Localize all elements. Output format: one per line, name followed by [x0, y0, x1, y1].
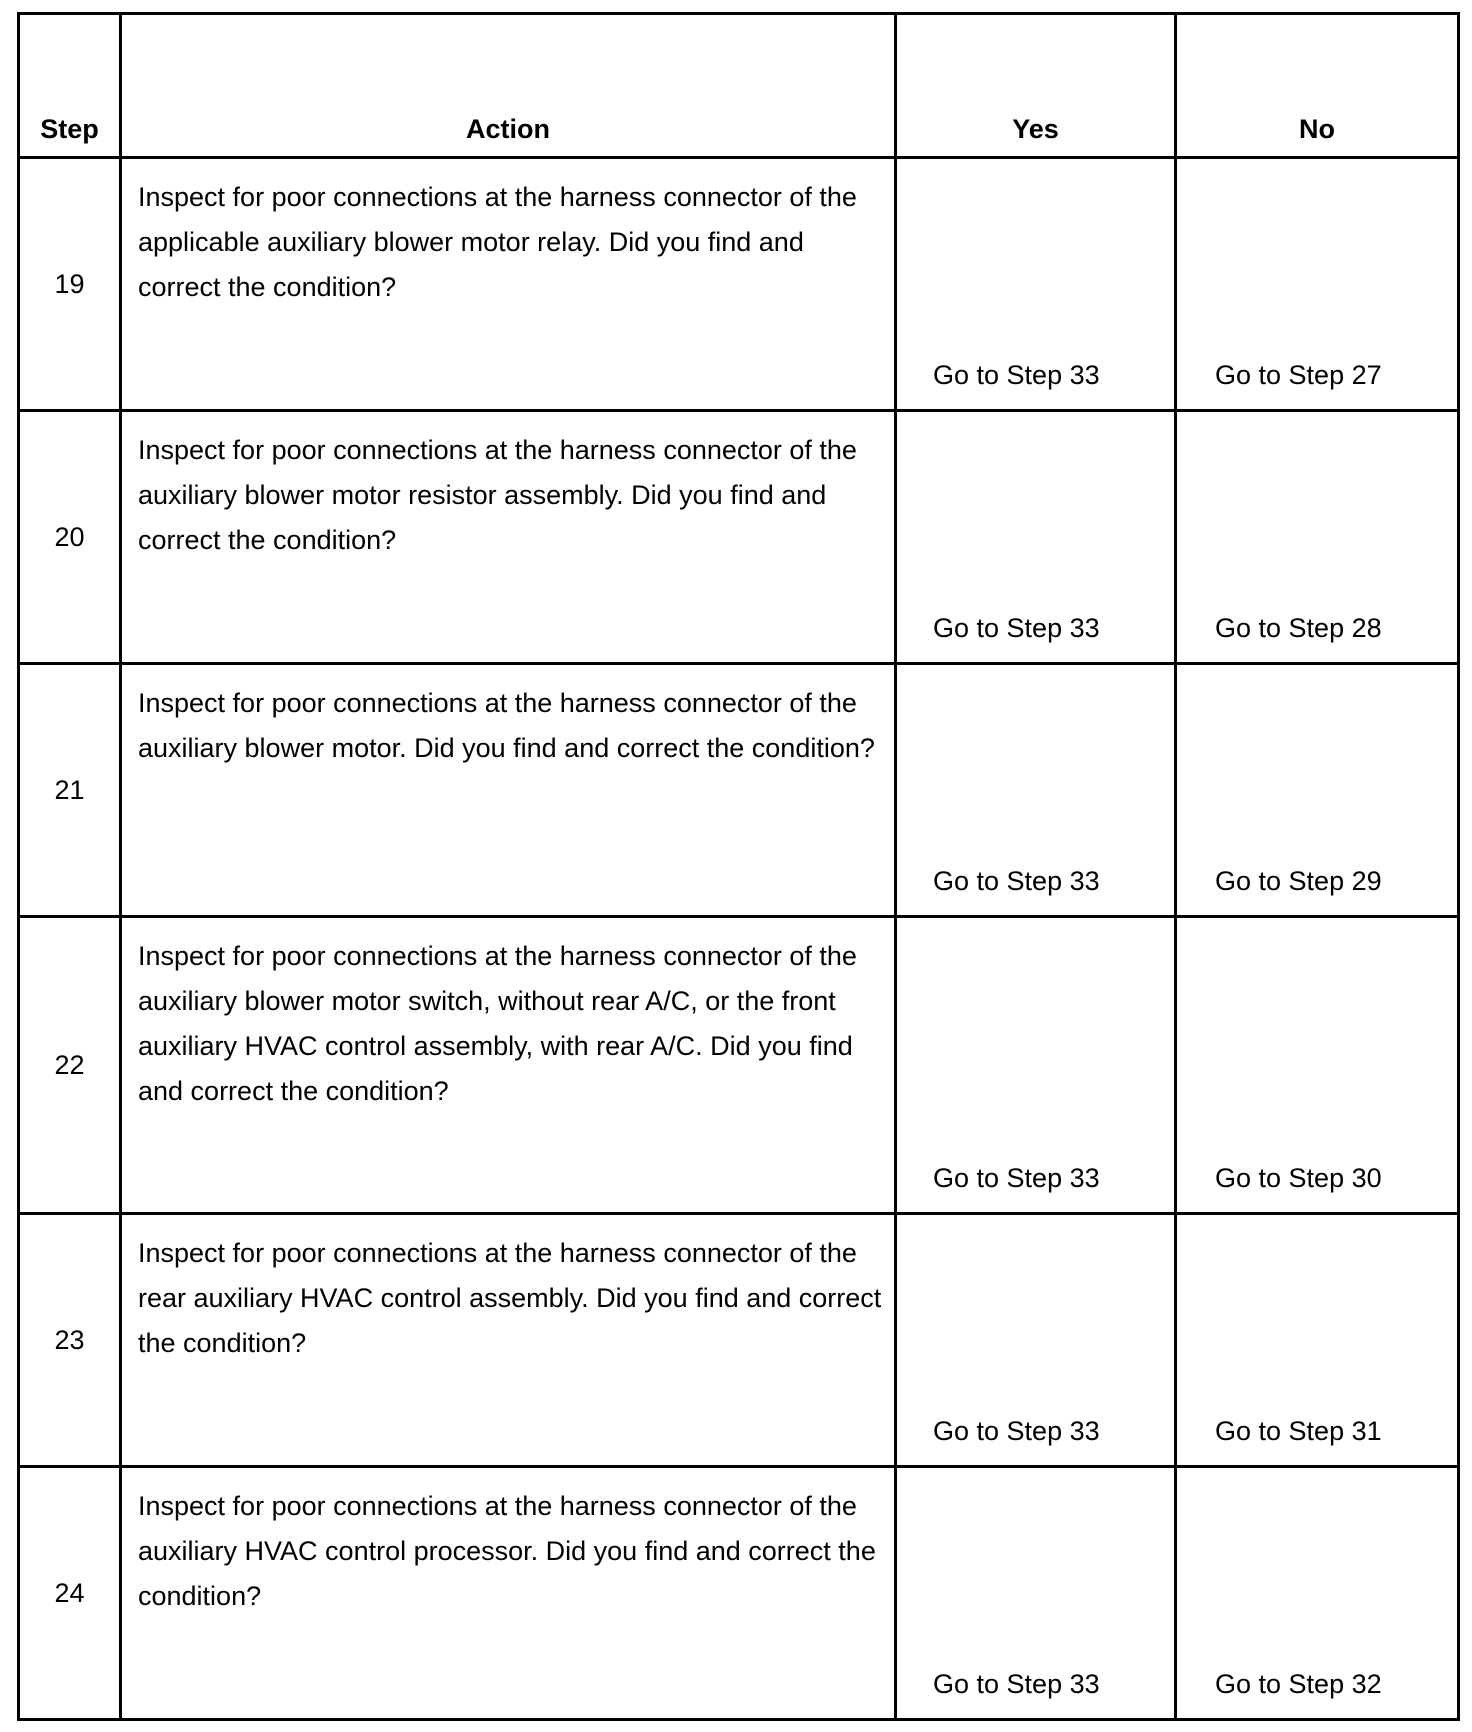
no-result: Go to Step 29 — [1176, 664, 1459, 917]
action-text: Inspect for poor connections at the harness connector of the rear auxiliary HVAC control assembly. Did you find and correct the condition? — [121, 1214, 896, 1467]
table-row — [19, 664, 1459, 917]
yes-result: Go to Step 33 — [896, 1467, 1176, 1720]
step-number: 24 — [19, 1467, 121, 1720]
action-text: Inspect for poor connections at the harness connector of the applicable auxiliary blower motor relay. Did you find and correct the condition? — [121, 158, 896, 411]
no-result: Go to Step 27 — [1176, 158, 1459, 411]
header-row — [19, 14, 1459, 158]
yes-result: Go to Step 33 — [896, 917, 1176, 1214]
step-number: 19 — [19, 158, 121, 411]
no-result: Go to Step 28 — [1176, 411, 1459, 664]
table-row — [19, 917, 1459, 1214]
step-number: 20 — [19, 411, 121, 664]
yes-result: Go to Step 33 — [896, 158, 1176, 411]
action-text: Inspect for poor connections at the harness connector of the auxiliary blower motor resistor assembly. Did you find and correct the condition? — [121, 411, 896, 664]
step-number: 23 — [19, 1214, 121, 1467]
yes-column-header: Yes — [896, 14, 1176, 158]
action-text: Inspect for poor connections at the harness connector of the auxiliary blower motor. Did you find and correct the condition? — [121, 664, 896, 917]
no-result: Go to Step 30 — [1176, 917, 1459, 1214]
no-result: Go to Step 32 — [1176, 1467, 1459, 1720]
diagnostic-table — [17, 12, 1460, 1721]
no-column-header: No — [1176, 14, 1459, 158]
action-text: Inspect for poor connections at the harness connector of the auxiliary blower motor switch, without rear A/C, or the front auxiliary HVAC control assembly, with rear A/C. Did you find and correct the condition? — [121, 917, 896, 1214]
yes-result: Go to Step 33 — [896, 411, 1176, 664]
yes-result: Go to Step 33 — [896, 1214, 1176, 1467]
step-number: 21 — [19, 664, 121, 917]
no-result: Go to Step 31 — [1176, 1214, 1459, 1467]
table-row — [19, 1467, 1459, 1720]
action-column-header: Action — [121, 14, 896, 158]
action-text: Inspect for poor connections at the harness connector of the auxiliary HVAC control processor. Did you find and correct the condition? — [121, 1467, 896, 1720]
yes-result: Go to Step 33 — [896, 664, 1176, 917]
step-column-header: Step — [19, 14, 121, 158]
step-number: 22 — [19, 917, 121, 1214]
table-row — [19, 411, 1459, 664]
table-row — [19, 158, 1459, 411]
table-row — [19, 1214, 1459, 1467]
